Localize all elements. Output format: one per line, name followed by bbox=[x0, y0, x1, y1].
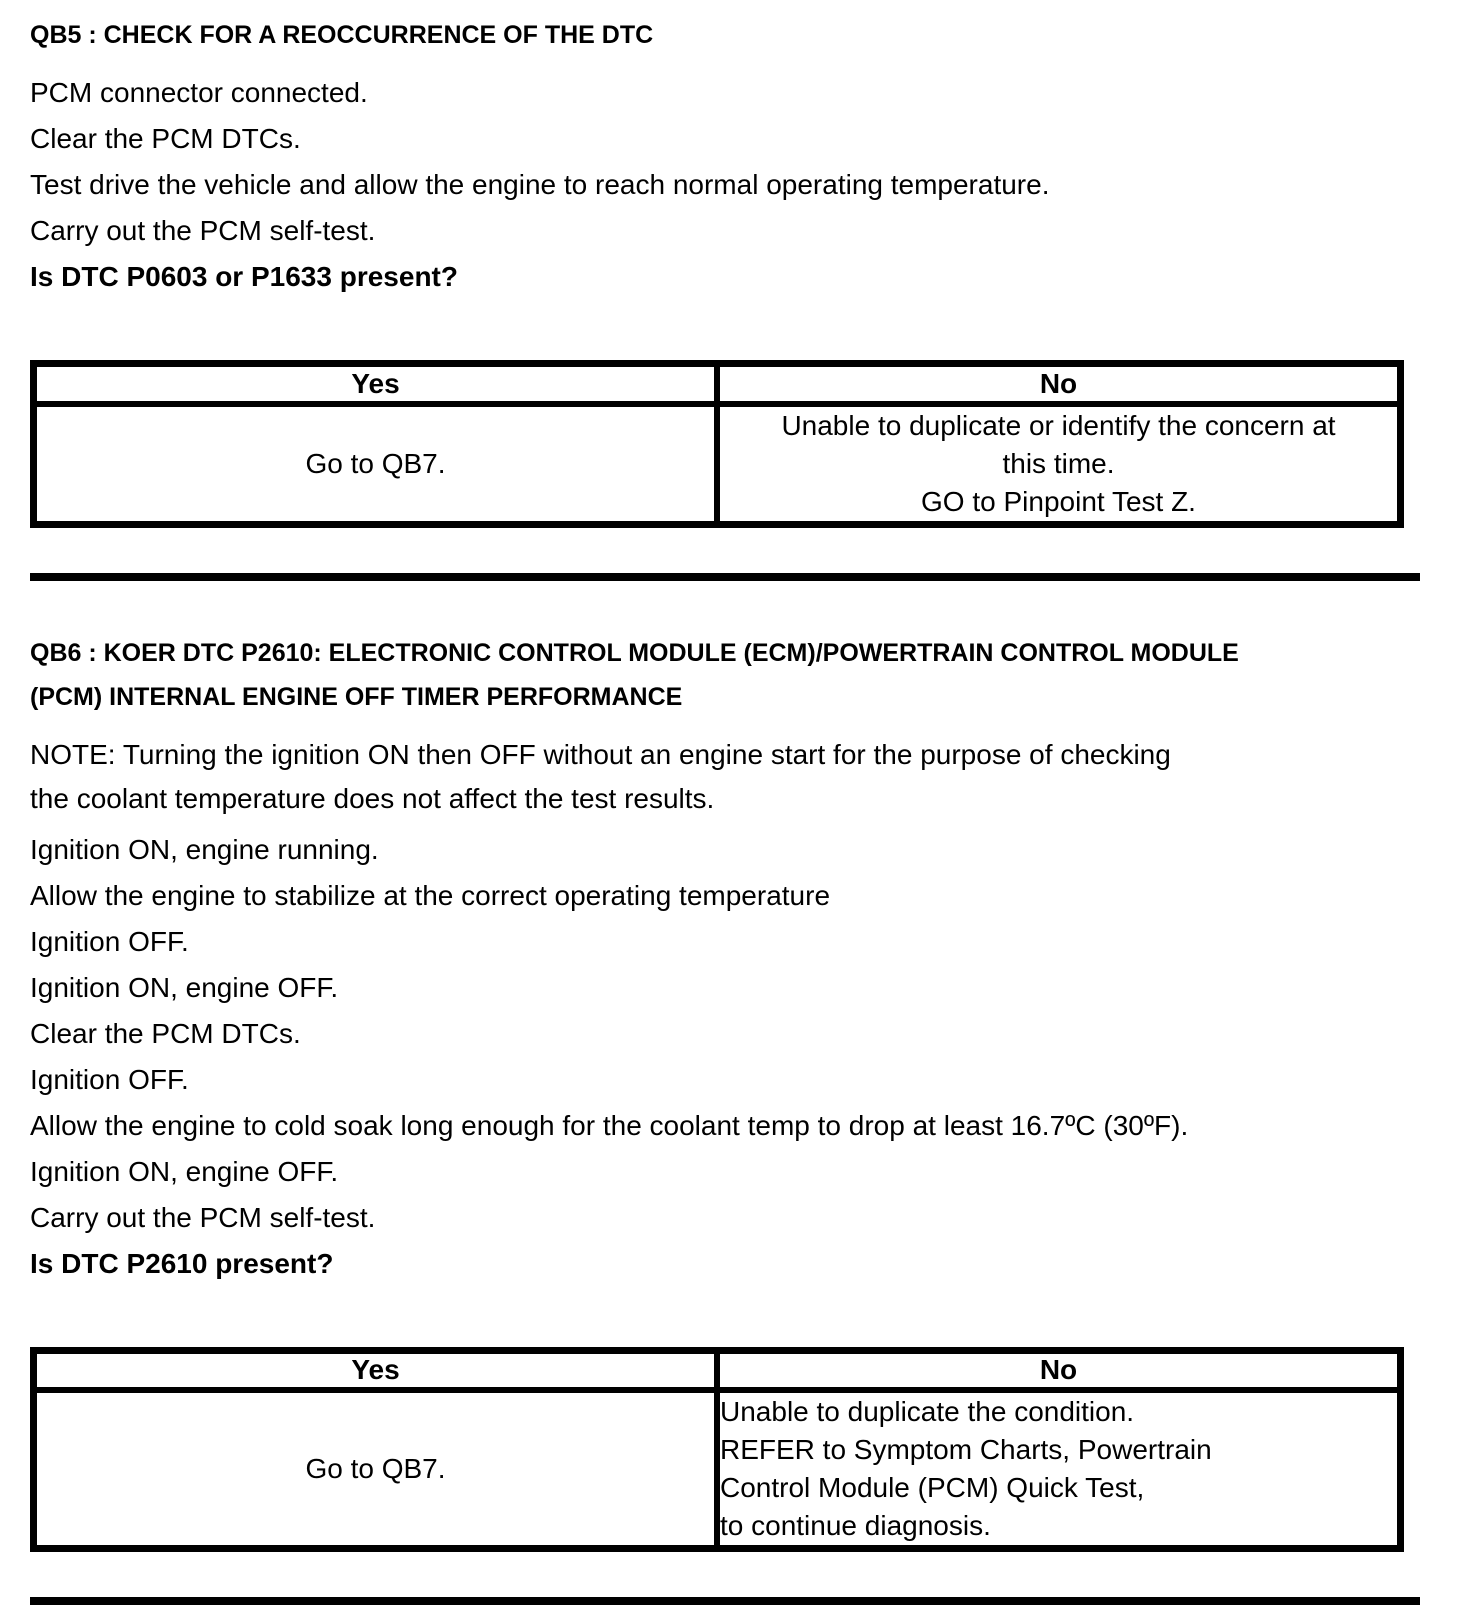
yes-column-header: Yes bbox=[34, 1350, 718, 1390]
procedure-step: Ignition OFF. bbox=[30, 925, 189, 957]
no-action-line: Control Module (PCM) Quick Test, bbox=[720, 1472, 1145, 1503]
procedure-step: Clear the PCM DTCs. bbox=[30, 1017, 301, 1049]
section-divider bbox=[30, 1597, 1420, 1605]
qb6-heading-line: (PCM) INTERNAL ENGINE OFF TIMER PERFORMANCE bbox=[30, 682, 683, 711]
procedure-step: Ignition ON, engine OFF. bbox=[30, 1155, 339, 1187]
qb6-decision-table bbox=[30, 1347, 1404, 1553]
table-header-row bbox=[34, 364, 1401, 404]
qb6-steps bbox=[30, 827, 1442, 1287]
note-line: NOTE: Turning the ignition ON then OFF without an engine start for the purpose of checking bbox=[30, 738, 1171, 770]
no-action-line: Unable to duplicate or identify the concern at bbox=[781, 409, 1336, 441]
no-action-cell bbox=[717, 404, 1401, 525]
note-line: the coolant temperature does not affect the test results. bbox=[30, 782, 715, 814]
no-column-header: No bbox=[717, 1350, 1401, 1390]
no-action-line: Unable to duplicate the condition. bbox=[720, 1396, 1135, 1427]
qb5-steps bbox=[30, 70, 1442, 300]
yes-action-cell: Go to QB7. bbox=[34, 404, 718, 525]
section-qb6 bbox=[30, 631, 1442, 1553]
procedure-step: Ignition ON, engine OFF. bbox=[30, 971, 339, 1003]
qb5-heading: QB5 : CHECK FOR A REOCCURRENCE OF THE DTC bbox=[30, 21, 654, 49]
qb6-heading-line: QB6 : KOER DTC P2610: ELECTRONIC CONTROL MODULE (ECM)/POWERTRAIN CONTROL MODULE bbox=[30, 638, 1239, 667]
no-action-line: REFER to Symptom Charts, Powertrain bbox=[720, 1434, 1212, 1465]
procedure-step: Ignition ON, engine running. bbox=[30, 833, 379, 865]
table-body-row bbox=[34, 404, 1401, 525]
procedure-step: Allow the engine to stabilize at the correct operating temperature bbox=[30, 879, 831, 911]
qb6-heading bbox=[30, 631, 1442, 719]
procedure-step: Allow the engine to cold soak long enough for the coolant temp to drop at least 16.7ºC (30ºF). bbox=[30, 1109, 1189, 1141]
yes-action-cell: Go to QB7. bbox=[34, 1390, 718, 1549]
procedure-step: PCM connector connected. bbox=[30, 77, 368, 108]
no-action-line: this time. bbox=[1002, 447, 1115, 479]
procedure-step: Ignition OFF. bbox=[30, 1063, 189, 1095]
table-body-row bbox=[34, 1390, 1401, 1549]
no-action-line: GO to Pinpoint Test Z. bbox=[921, 485, 1196, 517]
no-action-cell bbox=[717, 1390, 1401, 1549]
qb5-decision-table bbox=[30, 360, 1404, 528]
procedure-step: Clear the PCM DTCs. bbox=[30, 123, 301, 154]
qb5-question: Is DTC P0603 or P1633 present? bbox=[30, 261, 458, 292]
no-action-line: to continue diagnosis. bbox=[720, 1510, 991, 1541]
table-header-row bbox=[34, 1350, 1401, 1390]
section-divider bbox=[30, 573, 1420, 581]
procedure-step: Carry out the PCM self-test. bbox=[30, 215, 376, 246]
qb6-question: Is DTC P2610 present? bbox=[30, 1247, 334, 1279]
procedure-step: Carry out the PCM self-test. bbox=[30, 1201, 376, 1233]
procedure-step: Test drive the vehicle and allow the engine to reach normal operating temperature. bbox=[30, 169, 1050, 200]
section-qb5 bbox=[30, 18, 1442, 528]
qb6-note bbox=[30, 733, 1442, 821]
yes-column-header: Yes bbox=[34, 364, 718, 404]
no-column-header: No bbox=[717, 364, 1401, 404]
